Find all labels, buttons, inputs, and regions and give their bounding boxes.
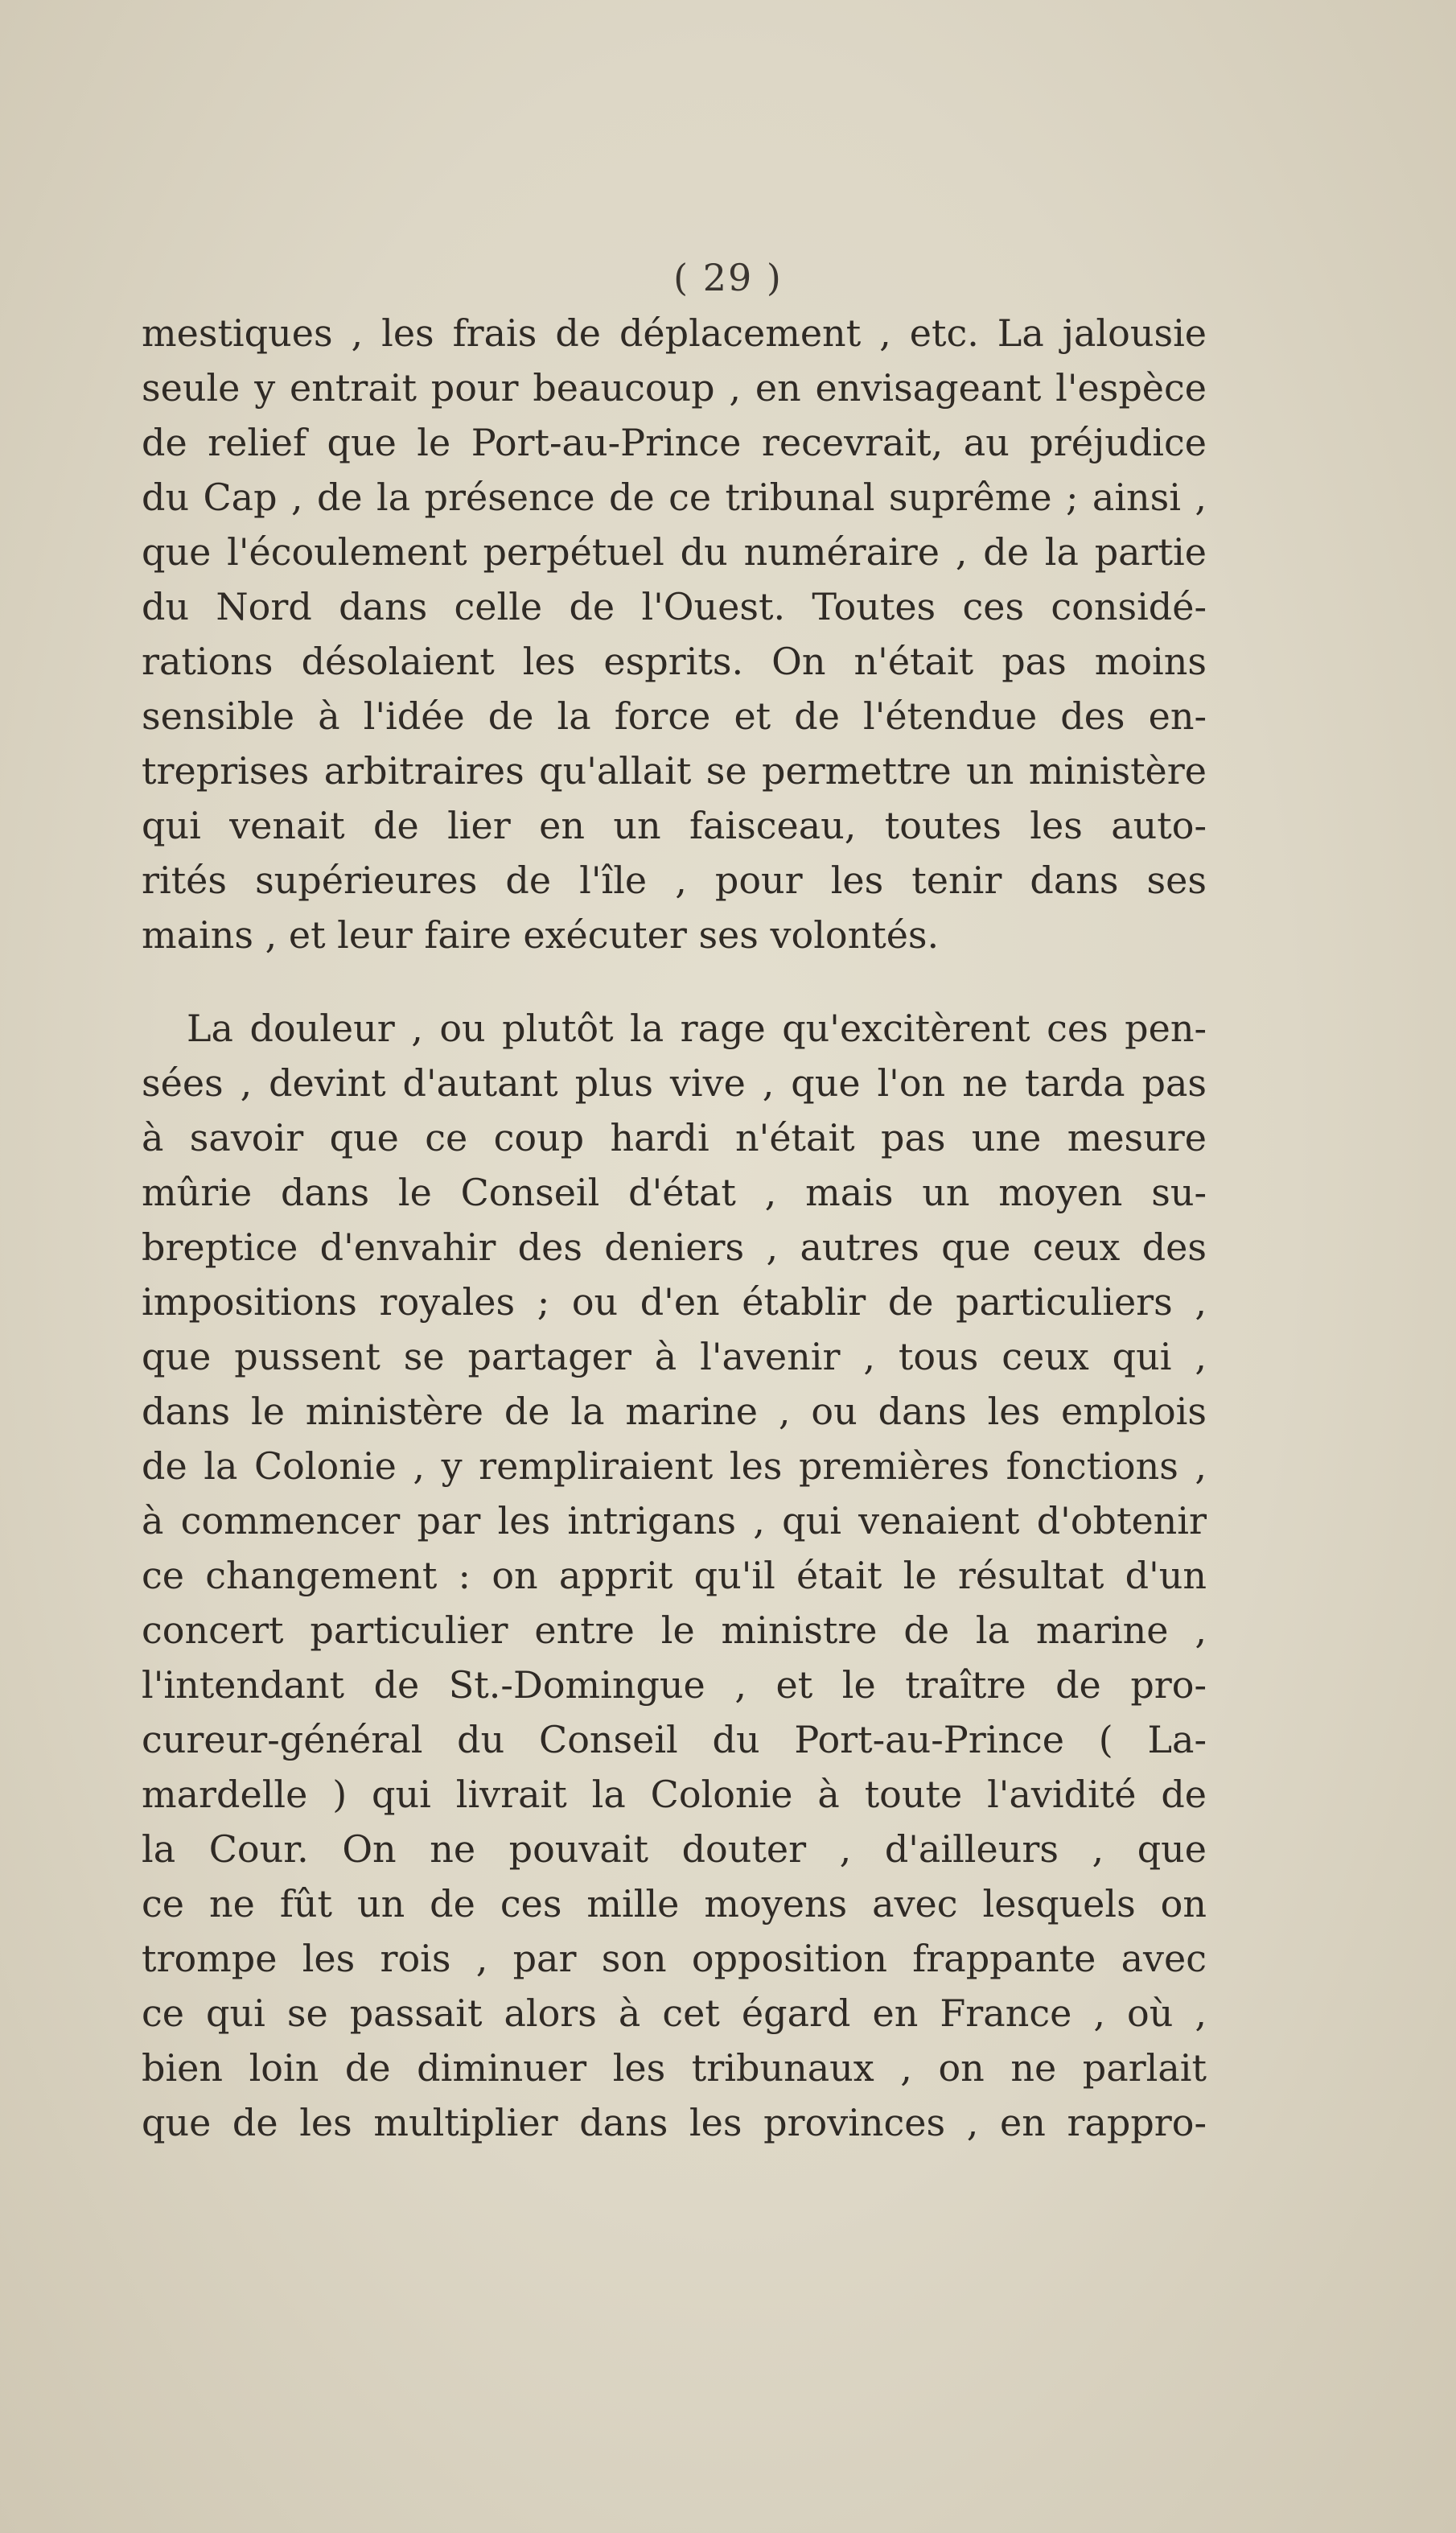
text-line: sensible à l'idée de la force et de l'étendue des en- [142,694,1207,738]
text-line: La douleur , ou plutôt la rage qu'excitèrent ces pen- [187,1007,1207,1050]
text-line: breptice d'envahir des deniers , autres que ceux des [142,1225,1207,1269]
text-line: à commencer par les intrigans , qui venaient d'obtenir [142,1499,1207,1542]
text-line: trompe les rois , par son opposition frappante avec [142,1937,1207,1980]
text-line: treprises arbitraires qu'allait se permettre un ministère [142,749,1207,793]
text-line: la Cour. On ne pouvait douter , d'ailleurs , que [142,1827,1207,1871]
text-line: sées , devint d'autant plus vive , que l'on ne tarda pas [142,1061,1207,1105]
paragraph-gap [142,962,1207,1001]
text-line: cureur-général du Conseil du Port-au-Prince ( La- [142,1718,1207,1761]
text-line: impositions royales ; ou d'en établir de particuliers , [142,1280,1207,1324]
text-line: du Nord dans celle de l'Ouest. Toutes ces considé- [142,585,1207,628]
paragraph [142,306,1207,962]
paragraph [142,1001,1207,2150]
text-line: concert particulier entre le ministre de la marine , [142,1608,1207,1652]
body-text [142,306,1207,2150]
text-line: l'intendant de St.-Domingue , et le traître de pro- [142,1663,1207,1707]
text-line: rations désolaient les esprits. On n'était pas moins [142,640,1207,683]
text-line: bien loin de diminuer les tribunaux , on ne parlait [142,2046,1207,2090]
text-line: ce changement : on apprit qu'il était le résultat d'un [142,1554,1207,1597]
text-line: que pussent se partager à l'avenir , tous ceux qui , [142,1335,1207,1378]
text-line: mains , et leur faire exécuter ses volontés. [142,913,940,957]
text-line: rités supérieures de l'île , pour les tenir dans ses [142,859,1207,902]
page-number: ( 29 ) [673,256,783,299]
text-line: que de les multiplier dans les provinces , en rappro- [142,2101,1207,2144]
text-line: mestiques , les frais de déplacement , etc. La jalousie [142,311,1207,355]
text-line: de la Colonie , y rempliraient les premières fonctions , [142,1444,1207,1488]
text-line: ce ne fût un de ces mille moyens avec lesquels on [142,1882,1207,1925]
text-line: ce qui se passait alors à cet égard en France , où , [142,1991,1207,2035]
text-line: mûrie dans le Conseil d'état , mais un moyen su- [142,1171,1207,1214]
text-line: du Cap , de la présence de ce tribunal suprême ; ainsi , [142,476,1207,519]
text-line: dans le ministère de la marine , ou dans les emplois [142,1390,1207,1433]
text-line: mardelle ) qui livrait la Colonie à toute l'avidité de [142,1773,1207,1816]
text-line: à savoir que ce coup hardi n'était pas une mesure [142,1116,1207,1159]
text-line: que l'écoulement perpétuel du numéraire , de la partie [142,530,1207,574]
text-line: de relief que le Port-au-Prince recevrait, au préjudice [142,421,1207,464]
text-line: seule y entrait pour beaucoup , en envisageant l'espèce [142,366,1207,410]
text-line: qui venait de lier en un faisceau, toutes les auto- [142,804,1207,847]
